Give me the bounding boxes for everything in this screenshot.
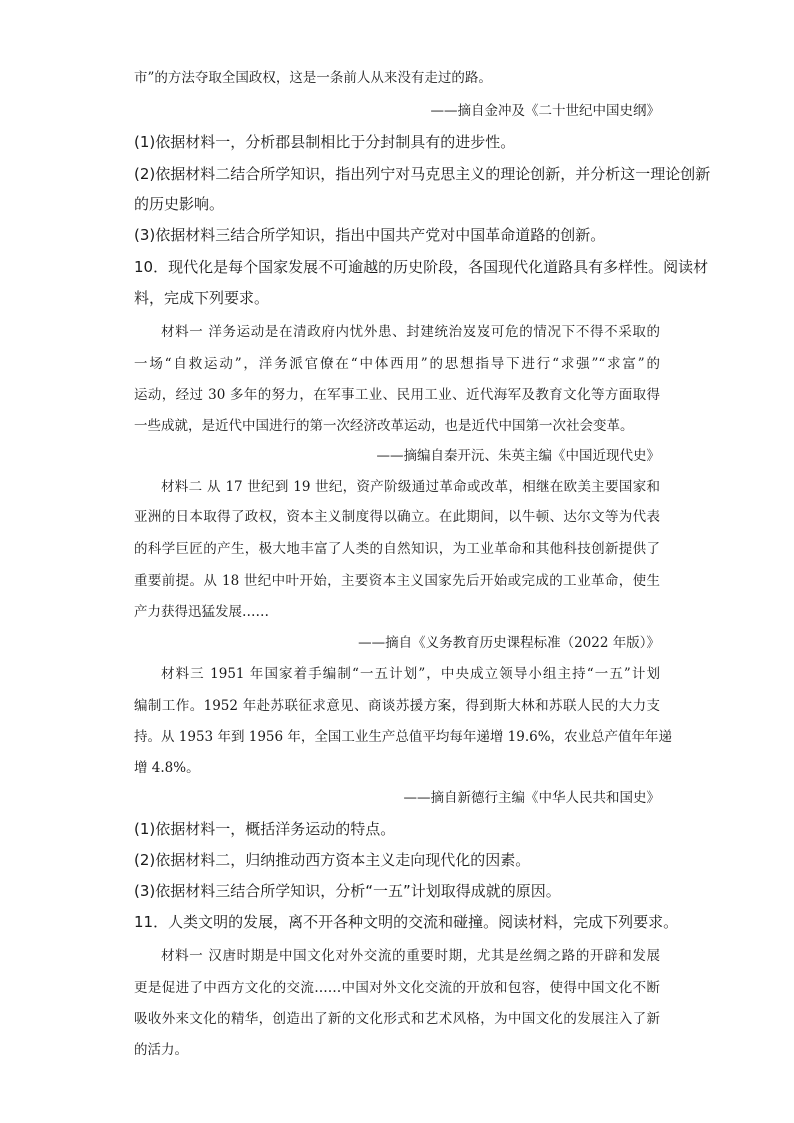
q10-material-3: 材料三 1951 年国家着手编制“一五计划”，中央成立领导小组主持“一五”计划 (161, 666, 660, 682)
q11-material-1: 材料一 汉唐时期是中国文化对外交流的重要时期，尤其是丝绸之路的开辟和发展 (161, 948, 660, 964)
q10-material-2-line: 的科学巨匠的产生，极大地丰富了人类的自然知识，为工业革命和其他科技创新提供了 (134, 541, 660, 557)
q9-sub-question-3: (3)依据材料三结合所学知识，指出中国共产党对中国革命道路的创新。 (134, 226, 606, 244)
q11-material-1-line: 吸收外来文化的精华，创造出了新的文化形式和艺术风格，为中国文化的发展注入了新 (134, 1011, 660, 1027)
q10-material-2-line: 亚洲的日本取得了政权，资本主义制度得以确立。在此期间，以牛顿、达尔文等为代表 (134, 509, 660, 525)
q11-stem: 11．人类文明的发展，离不开各种文明的交流和碰撞。阅读材料，完成下列要求。 (134, 913, 679, 931)
q10-material-2: 材料二 从 17 世纪到 19 世纪，资产阶级通过革命或改革，相继在欧美主要国家和 (161, 479, 660, 495)
q9-sub-question-2: (2)依据材料二结合所学知识，指出列宁对马克思主义的理论创新，并分析这一理论创新 (134, 165, 711, 183)
q10-material-3-line: 编制工作。1952 年赴苏联征求意见、商谈苏援方案，得到斯大林和苏联人民的大力支 (134, 698, 660, 714)
q10-material-2-line: 产力获得迅猛发展…… (134, 604, 269, 620)
q10-sub-question-1: (1)依据材料一，概括洋务运动的特点。 (134, 820, 396, 838)
q11-material-1-line: 的活力。 (134, 1042, 188, 1058)
material-source: ——摘自金冲及《二十世纪中国史纲》 (430, 103, 660, 119)
q11-material-1-line: 更是促进了中西方文化的交流……中国对外文化交流的开放和包容，使得中国文化不断 (134, 980, 660, 996)
q10-stem: 10．现代化是每个国家发展不可逾越的历史阶段，各国现代化道路具有多样性。阅读材 (134, 258, 709, 276)
q10-stem-cont: 料，完成下列要求。 (134, 289, 270, 307)
q10-material-1-source: ——摘编自秦开沅、朱英主编《中国近现代史》 (376, 448, 660, 464)
q10-material-3-source: ——摘自新德行主编《中华人民共和国史》 (403, 790, 660, 806)
q10-sub-question-2: (2)依据材料二，归纳推动西方资本主义走向现代化的因素。 (134, 851, 531, 869)
q10-material-2-source: ——摘自《义务教育历史课程标准（2022 年版）》 (358, 635, 660, 651)
q10-sub-question-3: (3)依据材料三结合所学知识，分析“一五”计划取得成就的原因。 (134, 882, 561, 900)
q10-material-1-line: 运动，经过 30 多年的努力，在军事工业、民用工业、近代海军及教育文化等方面取得 (134, 387, 660, 403)
q10-material-1: 材料一 洋务运动是在清政府内忧外患、封建统治岌岌可危的情况下不得不采取的 (161, 324, 660, 340)
q10-material-1-line: 一些成就，是近代中国进行的第一次经济改革运动，也是近代中国第一次社会变革。 (134, 418, 634, 434)
q10-material-2-line: 重要前提。从 18 世纪中叶开始，主要资本主义国家先后开始或完成的工业革命，使生 (134, 573, 660, 589)
material-continuation: 市”的方法夺取全国政权，这是一条前人从来没有走过的路。 (134, 70, 492, 86)
q9-sub-question-2-cont: 的历史影响。 (134, 195, 225, 213)
q10-material-3-line: 增 4.8%。 (134, 760, 200, 776)
q9-sub-question-1: (1)依据材料一，分析郡县制相比于分封制具有的进步性。 (134, 133, 516, 151)
q10-material-3-line: 持。从 1953 年到 1956 年，全国工业生产总值平均每年递增 19.6%，农业总产值年年递 (134, 729, 673, 745)
q10-material-1-line: 一场“自救运动”，洋务派官僚在“中体西用”的思想指导下进行“求强”“求富”的 (134, 356, 660, 372)
